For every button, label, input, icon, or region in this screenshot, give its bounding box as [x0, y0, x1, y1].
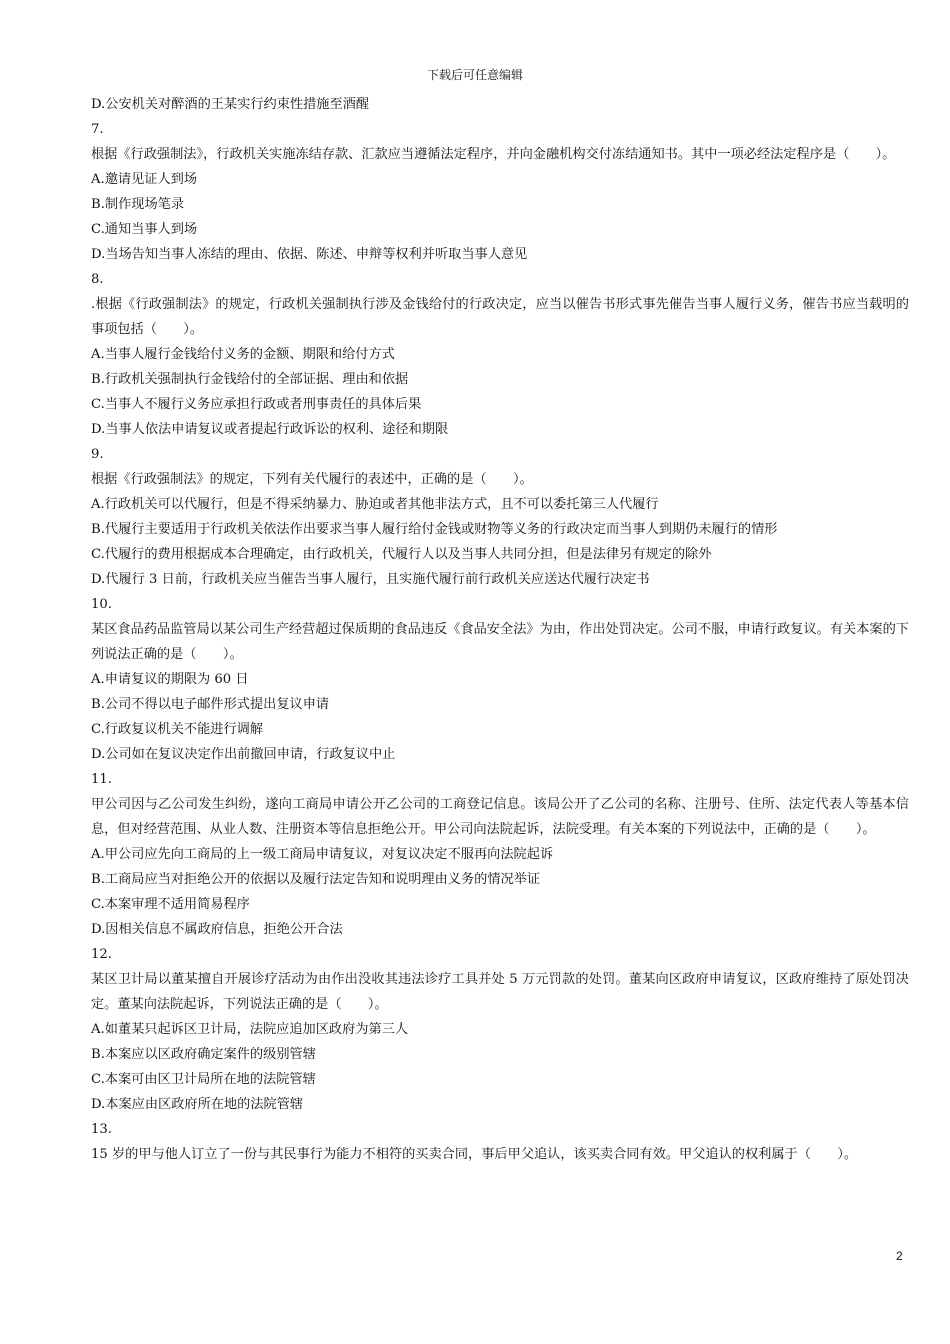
- text-line: D.公司如在复议决定作出前撤回申请，行政复议中止: [91, 747, 396, 762]
- text-line: D.公安机关对醉酒的王某实行约束性措施至酒醒: [91, 97, 370, 112]
- text-line: 8.: [91, 272, 104, 287]
- text-line: A.当事人履行金钱给付义务的金额、期限和给付方式: [91, 347, 395, 362]
- paragraph: 某区食品药品监管局以某公司生产经营超过保质期的食品违反《食品安全法》为由，作出处罚决定。公司不服，申请行政复议。有关本案的下列说法正确的是（ ）。: [91, 622, 909, 662]
- text-line: 13.: [91, 1122, 112, 1137]
- text-line: C.通知当事人到场: [91, 222, 198, 237]
- document-body: [91, 92, 909, 1167]
- text-line: A.邀请见证人到场: [91, 172, 198, 187]
- text-line: A.行政机关可以代履行，但是不得采纳暴力、胁迫或者其他非法方式，且不可以委托第三人代履行: [91, 497, 659, 512]
- text-line: B.工商局应当对拒绝公开的依据以及履行法定告知和说明理由义务的情况举证: [91, 872, 541, 887]
- text-line: 10.: [91, 597, 112, 612]
- text-line: 根据《行政强制法》的规定，下列有关代履行的表述中，正确的是（ ）。: [91, 472, 533, 487]
- text-line: A.如董某只起诉区卫计局，法院应追加区政府为第三人: [91, 1022, 409, 1037]
- text-line: C.当事人不履行义务应承担行政或者刑事责任的具体后果: [91, 397, 422, 412]
- text-line: C.本案可由区卫计局所在地的法院管辖: [91, 1072, 316, 1087]
- text-line: A.申请复议的期限为 60 日: [91, 672, 249, 687]
- text-line: 12.: [91, 947, 112, 962]
- text-line: B.制作现场笔录: [91, 197, 185, 212]
- text-line: B.行政机关强制执行金钱给付的全部证据、理由和依据: [91, 372, 409, 387]
- text-line: A.甲公司应先向工商局的上一级工商局申请复议，对复议决定不服再向法院起诉: [91, 847, 554, 862]
- text-line: C.代履行的费用根据成本合理确定，由行政机关，代履行人以及当事人共同分担，但是法律另有规定的除外: [91, 547, 712, 562]
- text-line: D.当场告知当事人冻结的理由、依据、陈述、申辩等权利并听取当事人意见: [91, 247, 528, 262]
- paragraph: 15 岁的甲与他人订立了一份与其民事行为能力不相符的买卖合同，事后甲父追认，该买卖合同有效。甲父追认的权利属于（ ）。: [91, 1147, 858, 1162]
- text-line: 7.: [91, 122, 104, 137]
- text-line: B.本案应以区政府确定案件的级别管辖: [91, 1047, 316, 1062]
- paragraph: 某区卫计局以董某擅自开展诊疗活动为由作出没收其违法诊疗工具并处 5 万元罚款的处罚。董某向区政府申请复议，区政府维持了原处罚决定。董某向法院起诉，下列说法正确的是（ ）。: [91, 972, 909, 1012]
- page-header: 下载后可任意编辑: [426, 68, 523, 82]
- text-line: 11.: [91, 772, 112, 787]
- text-line: D.本案应由区政府所在地的法院管辖: [91, 1097, 304, 1112]
- text-line: B.公司不得以电子邮件形式提出复议申请: [91, 697, 330, 712]
- text-line: 9.: [91, 447, 104, 462]
- paragraph: .根据《行政强制法》的规定，行政机关强制执行涉及金钱给付的行政决定，应当以催告书形式事先催告当事人履行义务，催告书应当载明的事项包括（ ）。: [91, 297, 909, 337]
- text-line: B.代履行主要适用于行政机关依法作出要求当事人履行给付金钱或财物等义务的行政决定而当事人到期仍未履行的情形: [91, 522, 778, 537]
- page-number: 2: [896, 1249, 903, 1263]
- text-line: D.代履行 3 日前，行政机关应当催告当事人履行，且实施代履行前行政机关应送达代履行决定书: [91, 572, 650, 587]
- text-line: D.当事人依法申请复议或者提起行政诉讼的权利、途径和期限: [91, 422, 449, 437]
- text-line: C.行政复议机关不能进行调解: [91, 722, 264, 737]
- text-line: D.因相关信息不属政府信息，拒绝公开合法: [91, 922, 343, 937]
- paragraph: 甲公司因与乙公司发生纠纷，遂向工商局申请公开乙公司的工商登记信息。该局公开了乙公司的名称、注册号、住所、法定代表人等基本信息，但对经营范围、从业人数、注册资本等信息拒绝公开。甲公司向法院起诉，法院受理。有关本案的下列说法中，正确的是（ ）。: [91, 797, 909, 837]
- text-line: C.本案审理不适用简易程序: [91, 897, 250, 912]
- paragraph: 根据《行政强制法》，行政机关实施冻结存款、汇款应当遵循法定程序，并向金融机构交付冻结通知书。其中一项必经法定程序是（ ）。: [91, 147, 896, 162]
